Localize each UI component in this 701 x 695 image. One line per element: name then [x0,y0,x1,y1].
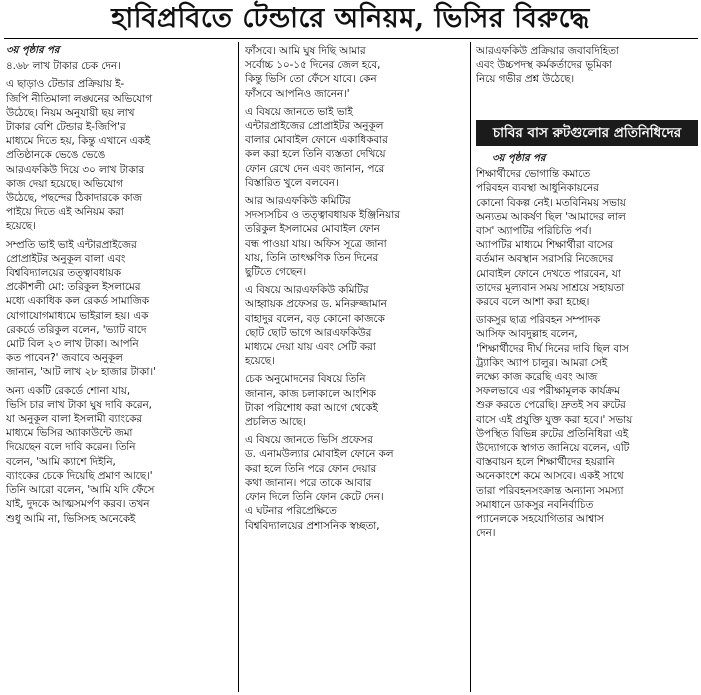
text-line: কল করা হলে তিনি ব্যস্ততা দেখিয়ে [245,148,386,161]
text-line: আর আরএফকিউ কমিটির [245,195,351,208]
text-line: শুরু করতে পেরেছি। দ্রুতই সব রুটের [476,399,626,412]
text-line: এবং উচ্চপদস্থ কর্মকর্তাদের ভূমিকা [476,59,612,72]
text-line: 'শিক্ষার্থীদের দীর্ঘ দিনের দাবি ছিল বাস [476,342,629,355]
text-line: লক্ষ্যে কাজ করেছি এবং আজ [476,371,598,384]
text-line: পাইয়ে দিতে এই অনিয়ম করা [6,206,124,219]
column-divider-2 [470,42,471,692]
text-line: হয়েছে। [6,220,36,233]
text-line: এ বিষয়ে আরএফকিউ কমিটির [245,284,369,297]
text-line: বিস্তারিত খুলে বলবেন। [245,176,339,189]
text-line: জিপি নীতিমালা লঙ্ঘনের অভিযোগ [6,92,152,105]
paragraph [245,194,465,279]
text-line: ছুটিতে গেছেন। [245,266,307,279]
text-line: বাস্তবায়ন হলে শিক্ষার্থীদের হয়রানি [476,456,615,469]
column-2-body [245,44,465,533]
text-line: বিশ্ববিদ্যালয়ের তত্ত্বাবধায়ক [6,267,121,280]
paragraph [245,433,465,532]
text-line: উপস্থিত বিভিন্ন রুটের প্রতিনিধিরা এই [476,427,629,440]
text-line: শিক্ষার্থীদের ভোগান্তি কমাতে [476,168,591,181]
paragraph [245,283,465,368]
text-line: ব্যাংকের চেকে দিয়েছি প্রমাণ আছে।' [6,469,153,482]
paragraph [245,372,465,429]
text-line: আরএফকিউ প্রক্রিয়ার জবাবদিহিতা [476,45,619,57]
article-column-1 [6,44,230,530]
text-line: ৪.৬৮ লাখ টাকার চেক দেন। [6,60,121,73]
text-line: অন্য একটি রেকর্ডে শোনা যায়, [6,384,131,397]
paragraph [476,44,698,87]
text-line: করবে বলে আশা করা হচ্ছে। [476,296,590,309]
column-3-body [476,44,698,87]
text-line: সম্প্রতি ভাই ভাই এন্টারপ্রাইজের [6,238,137,251]
paragraph [6,238,230,380]
text-line: প্রকৌশলী মো: তরিকুল ইসলামের [6,281,141,294]
text-line: ড. এনামউল্যার মোবাইল ফোনে কল [245,448,394,461]
column-1-body [6,59,230,526]
text-line: জানান, কাজ চলাকালে আংশিক [245,387,376,400]
text-line: মধ্যে একাধিক কল রেকর্ড সামাজিক [6,295,150,308]
text-line: সদস্যসচিব ও তত্ত্বাবধায়ক ইঞ্জিনিয়ার [245,209,400,222]
text-line: কথা জানান। পরে তাকে আবার [245,476,372,489]
text-line: আসিফ আবদুল্লাহ বলেন, [476,328,578,341]
text-line: প্রচলিত আছে। [245,416,306,429]
text-line: বালার মোবাইল ফোনে একাধিকবার [245,134,388,147]
text-line: ছোট ছোট ভাগে আরএফকিউর [245,326,372,339]
text-line: টাকা পরিশোধ করা আগে থেকেই [245,401,378,414]
headline: হাবিপ্রবিতে টেন্ডারে অনিয়ম, ভিসির বিরুদ্ধে [111,3,590,34]
text-line: আরএফকিউ দিয়ে ৩০ লাখ টাকার [6,163,145,176]
text-line: আহ্বায়ক প্রফেসর ড. মনিরুজ্জামান [245,298,387,311]
text-line: ভিসি চার লাখ টাকা ঘুষ দাবি করেন, [6,398,152,411]
text-line: তাদের মূল্যবান সময় সাশ্রয়ে সহায়তা [476,281,625,294]
headline-rule [4,38,698,39]
text-line: টাকার বেশি টেন্ডার ই-জিপি'র [6,121,126,134]
text-line: জানান, 'আট লাখ ২৮ হাজার টাকা।' [6,366,156,379]
text-line: প্রোপ্রাইটর অনুকূল বালা এবং [6,252,126,265]
text-line: ফোন রেখে দেন এবং জানান, পরে [245,162,385,175]
text-line: উঠেছে, পছন্দের ঠিকাদারকে কাজ [6,192,142,205]
text-line: মাধ্যমে দেয়া যায় এবং সেটি করা [245,341,376,354]
text-line: এ বিষয়ে জানতে ভিসি প্রফেসর [245,434,373,447]
text-line: দেন। [476,527,496,540]
text-line: বর্তমান অবস্থান সরাসরি নিজেদের [476,253,614,266]
text-line: বন্ধ পাওয়া যায়। অফিস সূত্রে জানা [245,237,387,250]
text-line: ফোন দিলে তিনি ফোন কেটে দেন। [245,491,384,504]
paragraph [245,105,465,190]
paragraph [476,313,698,540]
text-line: বাস' অ্যাপটির পরিচিতি পর্ব। [476,225,592,238]
text-line: উদ্যোগকে স্বাগত জানিয়ে বলেন, এটি [476,442,630,455]
text-line: যায়, তিনি তাৎক্ষণিক তিন দিনের [245,251,379,264]
second-article-body [476,167,698,540]
text-line: তিনি আরো বলেন, 'আমি যদি ফেঁসে [6,484,155,497]
text-line: মাধ্যমে ভিসির অ্যাকাউন্টে জমা [6,427,133,440]
paragraph [245,44,465,101]
text-line: মোট বিল ২৩ লাখ টাকা। আপনি [6,338,139,351]
text-line: ট্র্যাকিং অ্যাপ চালুর। আমরা সেই [476,356,608,369]
article-column-3 [476,44,698,91]
text-line: শুধু আমি না, ভিসিসহ অনেকেই [6,512,136,525]
text-line: তরিকুল ইসলামের মোবাইল ফোন [245,223,380,236]
text-line: সমাধানে ডাকসুর নবনির্বাচিত [476,498,594,511]
text-line: অ্যাপটির মাধ্যমে শিক্ষার্থীরা বাসের [476,239,614,252]
text-line: এ ছাড়াও টেন্ডার প্রক্রিয়ায় ই- [6,78,125,91]
text-line: যোগাযোগমাধ্যমে ভাইরাল হয়। এক [6,309,149,322]
text-line: রেকর্ডে তরিকুল বলেন, 'ভ্যাট বাদে [6,323,147,336]
text-line: অনেকাংশে কমে আসবে। একই সাথে [476,470,624,483]
text-line: করা হলে তিনি পরে ফোন দেয়ার [245,462,377,475]
text-line: ফাঁসবে আপনিও জানেন।' [245,87,350,100]
second-article-column [476,152,698,544]
text-line: যাই, দুদকে আত্মসমর্পণ করব। তখন [6,498,150,511]
column-divider-1 [238,42,239,692]
text-line: বলেন, 'আমি ক্যাশে দিইনি, [6,455,116,468]
text-line: এ ঘটনার পরিপ্রেক্ষিতে [245,505,337,518]
text-line: সফলভাবে এর পরীক্ষামূলক কার্যক্রম [476,385,620,398]
text-line: প্রতিষ্ঠানকে ভেঙে ভেঙে [6,149,106,162]
paragraph [6,59,230,73]
text-line: ফাঁসবে। আমি ঘুষ দিছি আমার [245,45,366,57]
text-line: উঠেছে। নিয়ম অনুযায়ী ছয় লাখ [6,106,135,119]
paragraph [6,77,230,233]
text-line: হয়েছে। [245,355,275,368]
text-line: কোনো বিকল্প নেই। মতবিনিময় সভায় [476,196,626,209]
text-line: পরিবহন ব্যবস্থা আধুনিকায়নের [476,182,599,195]
text-line: বাসে এই প্রযুক্তি যুক্ত করা হবে।' সভায় [476,413,633,426]
text-line: সর্বোচ্চ ১০-১৫ দিনের জেল হবে, [245,59,381,72]
text-line: বিশ্ববিদ্যালয়ের প্রশাসনিক স্বচ্ছতা, [245,519,380,532]
text-line: চেক অনুমোদনের বিষয়ে তিনি [245,373,366,386]
text-line: প্যানেলকে সহযোগিতার আশ্বাস [476,513,604,526]
text-line: নিয়ে গভীর প্রশ্ন উঠেছে। [476,73,575,86]
continuation-kicker: ৩য় পৃষ্ঠার পর [6,45,60,56]
text-line: যা অনুকূল বালা ইসলামী ব্যাংকের [6,413,142,426]
text-line: কাজ দেয়া হয়েছে। অভিযোগ [6,177,123,190]
text-line: মাধ্যমে দিতে হয়, কিন্তু এখানে একই [6,135,151,148]
text-line: অন্যতম আকর্ষণ ছিল 'আমাদের লাল [476,210,626,223]
text-line: মোবাইল ফোনে দেখতে পারবেন, যা [476,267,621,280]
text-line: দিয়েছেন বলে দাবি করেন। তিনি [6,441,136,454]
text-line: এ বিষয়ে জানতে ভাই ভাই [245,105,353,118]
subheadline: চাবির বাস রুটগুলোর প্রতিনিধিদের [476,120,698,146]
text-line: বাহাদুর বলেন, বড় কোনো কাজকে [245,312,385,325]
paragraph [6,384,230,526]
text-line: তারা পরিবহনসংক্রান্ত অন্যান্য সমস্যা [476,484,624,497]
text-line: এন্টারপ্রাইজের প্রোপ্রাইটর অনুকূল [245,120,384,133]
article-column-2 [245,44,465,537]
paragraph [476,167,698,309]
text-line: কত পাবেন?' জবাবে অনুকূল [6,352,123,365]
text-line: কিন্তু ভিসি তো ফেঁসে যাবে। কেন [245,73,377,86]
text-line: ডাকসুর ছাত্র পরিবহন সম্পাদক [476,314,601,327]
continuation-kicker-2: ৩য় পৃষ্ঠার পর [492,153,546,164]
